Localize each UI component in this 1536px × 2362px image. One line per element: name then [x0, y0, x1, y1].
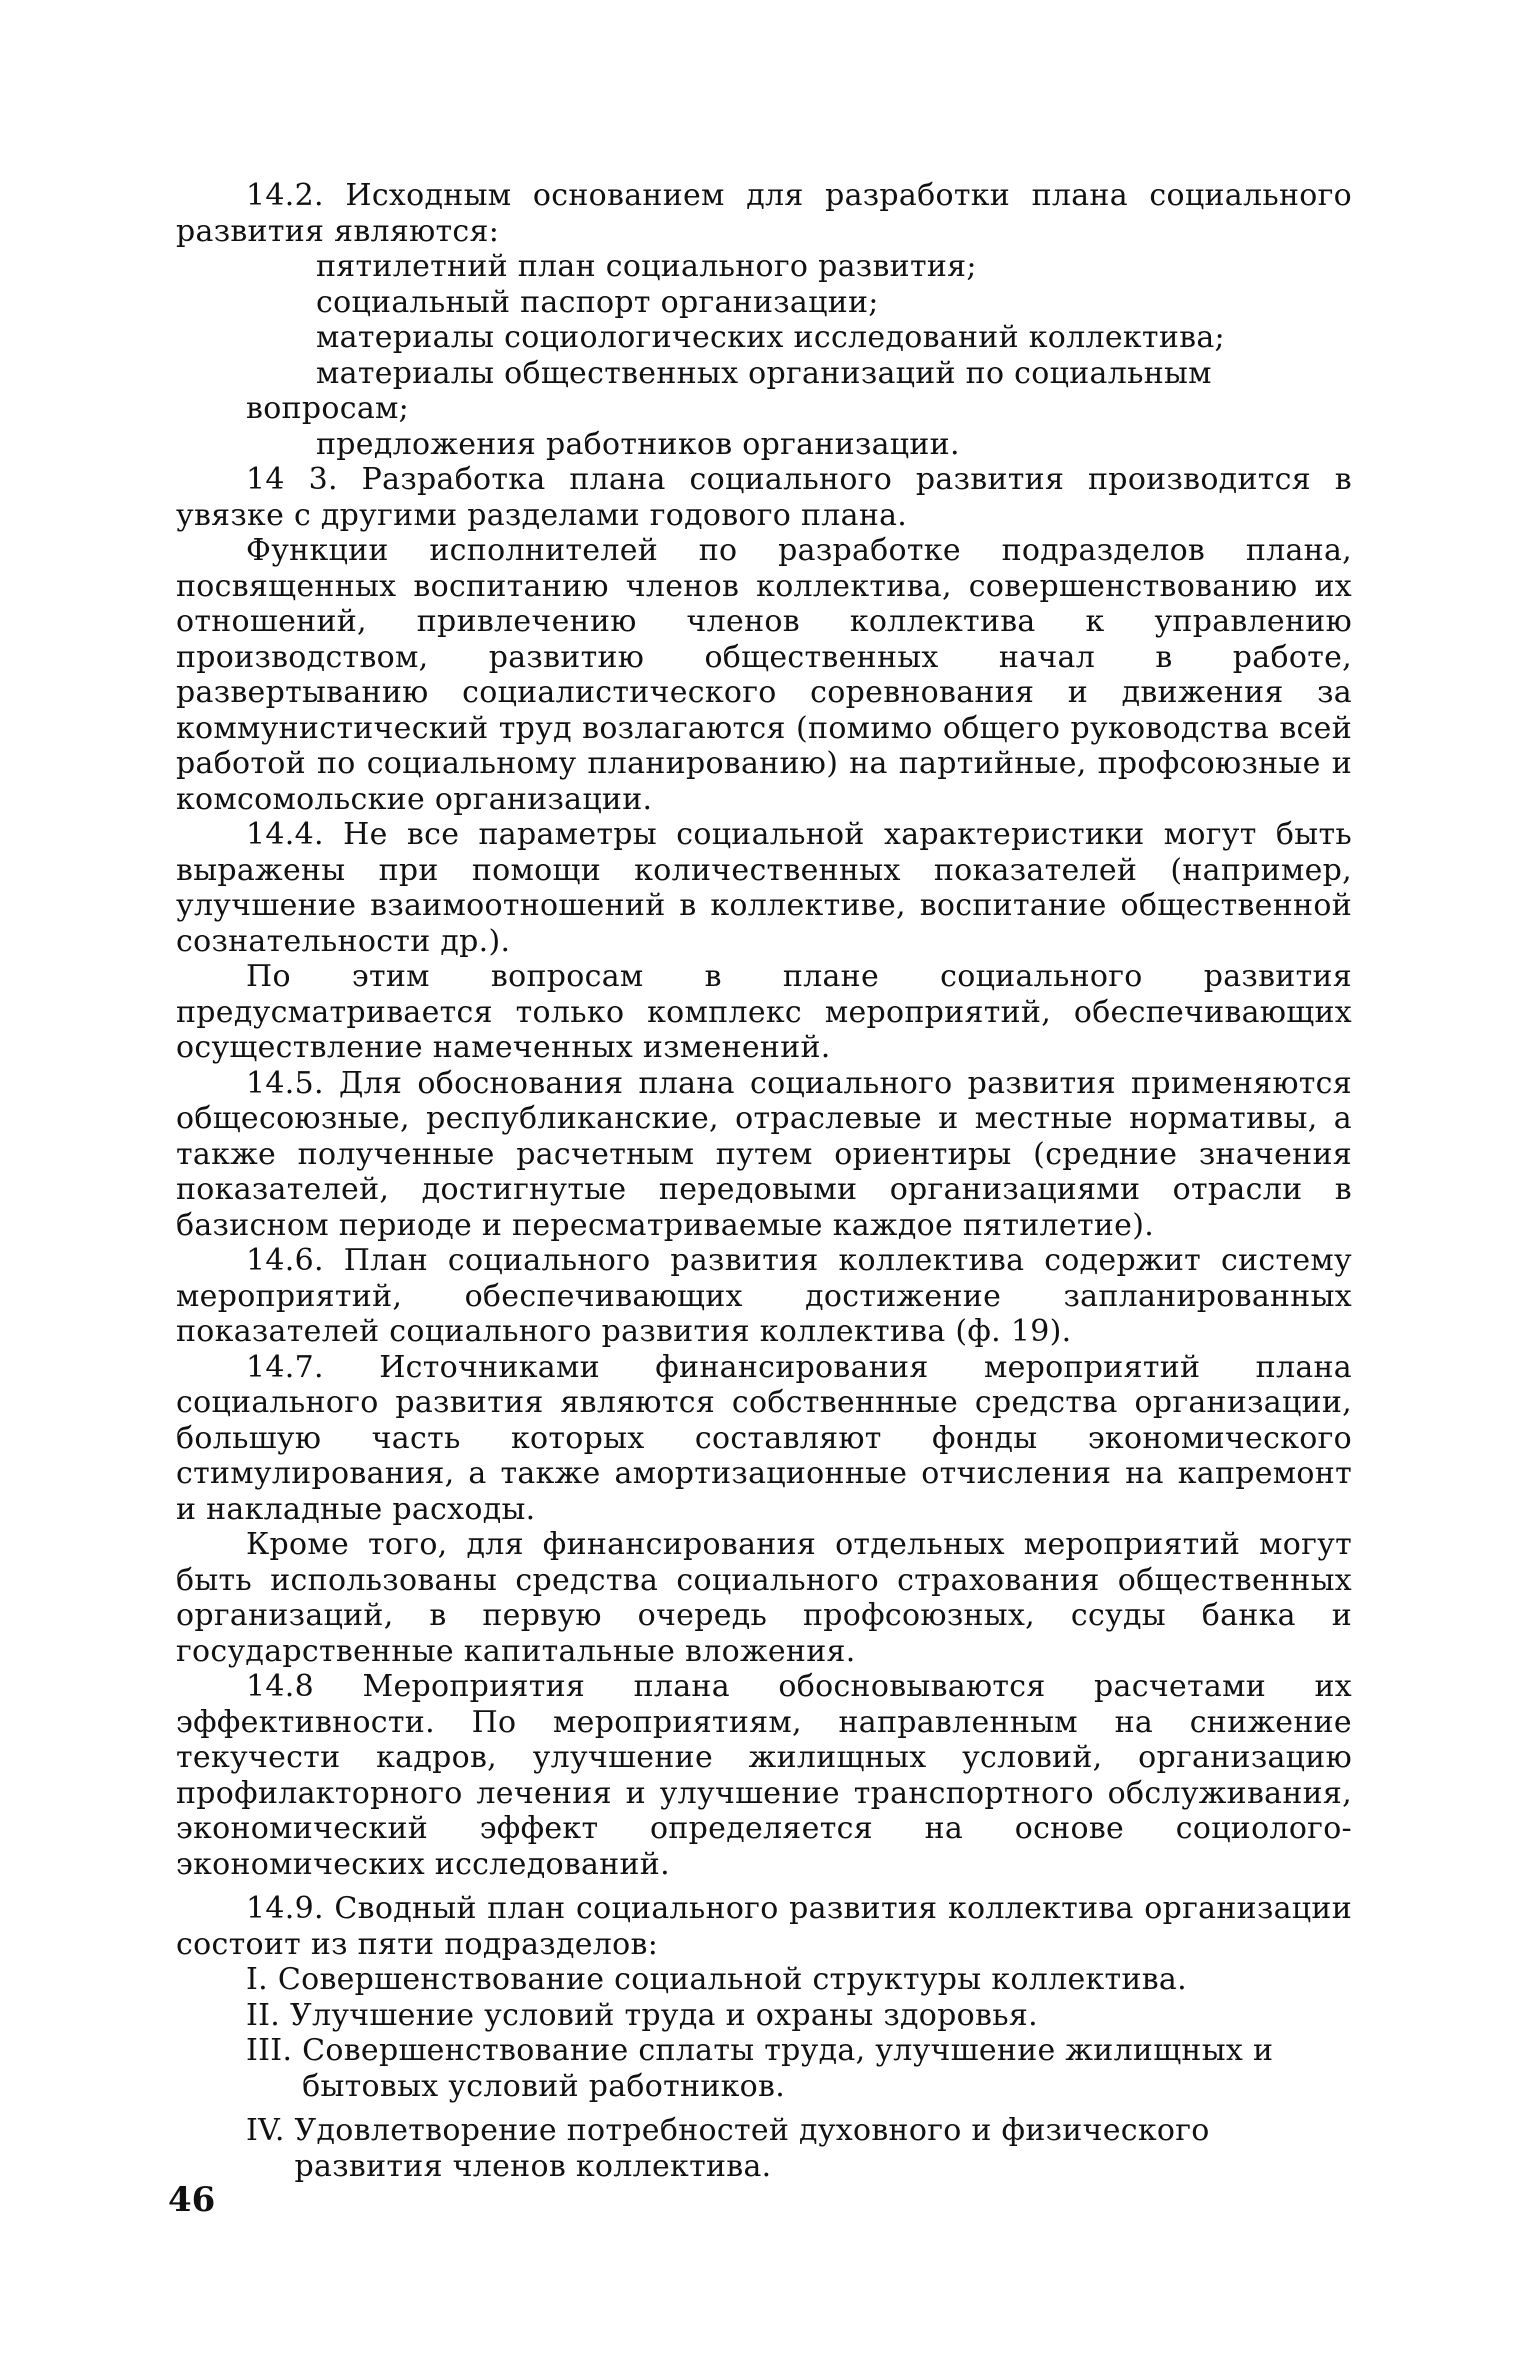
page-number: 46 — [168, 2180, 216, 2220]
paragraph-14-8: 14.8 Мероприятия плана обосновываются расчетами их эффективности. По мероприятиям, направленным на снижение текучести кадров, улучшение жилищных условий, организацию профилакторного лечения и улучшение транспортного обслуживания, экономический эффект определяется на основе социолого-экономических исследований. — [176, 1669, 1352, 1882]
subsection-item — [176, 2033, 1352, 2104]
roman-numeral: II. — [246, 1997, 290, 2033]
subsection-item — [176, 2113, 1352, 2184]
roman-numeral: I. — [246, 1962, 278, 1997]
paragraph-14-3-functions: Функции исполнителей по разработке подразделов плана, посвященных воспитанию членов коллектива, совершенствованию их отношений, привлечению членов коллектива к управлению производством, развитию общественных начал в работе, развертыванию социалистического соревнования и движения за коммунистический труд возлагаются (помимо общего руководства всей работой по социальному планированию) на партийные, профсоюзные и комсомольские организации. — [176, 533, 1352, 817]
paragraph-14-4-measures: По этим вопросам в плане социального развития предусматривается только комплекс мероприятий, обеспечивающих осуществление намеченных изменений. — [176, 959, 1352, 1065]
roman-numeral: III. — [246, 2033, 303, 2068]
paragraph-14-3: 14 3. Разработка плана социального развития производится в увязке с другими разделами годового плана. — [176, 462, 1352, 533]
paragraph-14-7-additional: Кроме того, для финансирования отдельных мероприятий могут быть использованы средства социального страхования общественных организаций, в первую очередь профсоюзных, ссуды банка и государственные капитальные вложения. — [176, 1527, 1352, 1669]
list-item: пятилетний план социального развития; — [316, 249, 977, 284]
paragraph-14-9-intro: 14.9. Сводный план социального развития коллектива организации состоит из пяти подразделов: — [176, 1891, 1352, 1962]
paragraph-14-7: 14.7. Источниками финансирования мероприятий плана социального развития являются собственнные средства организации, большую часть которых составляют фонды экономического стимулирования, а также амортизационные отчисления на капремонт и накладные расходы. — [176, 1349, 1352, 1527]
subsection-item — [176, 1998, 1352, 2034]
paragraph-14-5: 14.5. Для обоснования плана социального развития применяются общесоюзные, республиканские, отраслевые и местные нормативы, а также полученные расчетным путем ориентиры (средние значения показателей, достигнутые передовыми организациями отрасли в базисном периоде и пересматриваемые каждое пятилетие). — [176, 1065, 1352, 1243]
list-item: материалы социологических исследований коллектива; — [316, 320, 1225, 355]
roman-numeral: IV. — [246, 2113, 295, 2148]
paragraph-14-6: 14.6. План социального развития коллектива содержит систему мероприятий, обеспечивающих достижение запланированных показателей социального развития коллектива (ф. 19). — [176, 1243, 1352, 1349]
list-item: предложения работников организации. — [316, 426, 960, 462]
list-item: социальный паспорт организации; — [316, 284, 879, 320]
paragraph-14-4: 14.4. Не все параметры социальной характеристики могут быть выражены при помощи количественных показателей (например, улучшение взаимоотношений в коллективе, воспитание общественной сознательности др.). — [176, 817, 1352, 959]
subsection-title: Улучшение условий труда и охраны здоровья. — [289, 1997, 1038, 2033]
list-item: материалы общественных организаций по социальным вопросам; — [246, 355, 1212, 426]
page-body — [176, 178, 1352, 2184]
subsection-title: Совершенствование сплаты труда, улучшение жилищных и бытовых условий работников. — [302, 2033, 1274, 2104]
paragraph-14-2-intro: 14.2. Исходным основанием для разработки плана социального развития являются: — [176, 178, 1352, 249]
subsection-title: Удовлетворение потребностей духовного и физического развития членов коллектива. — [294, 2113, 1210, 2184]
subsection-item — [176, 1962, 1352, 1998]
subsection-title: Совершенствование социальной структуры коллектива. — [277, 1962, 1187, 1997]
